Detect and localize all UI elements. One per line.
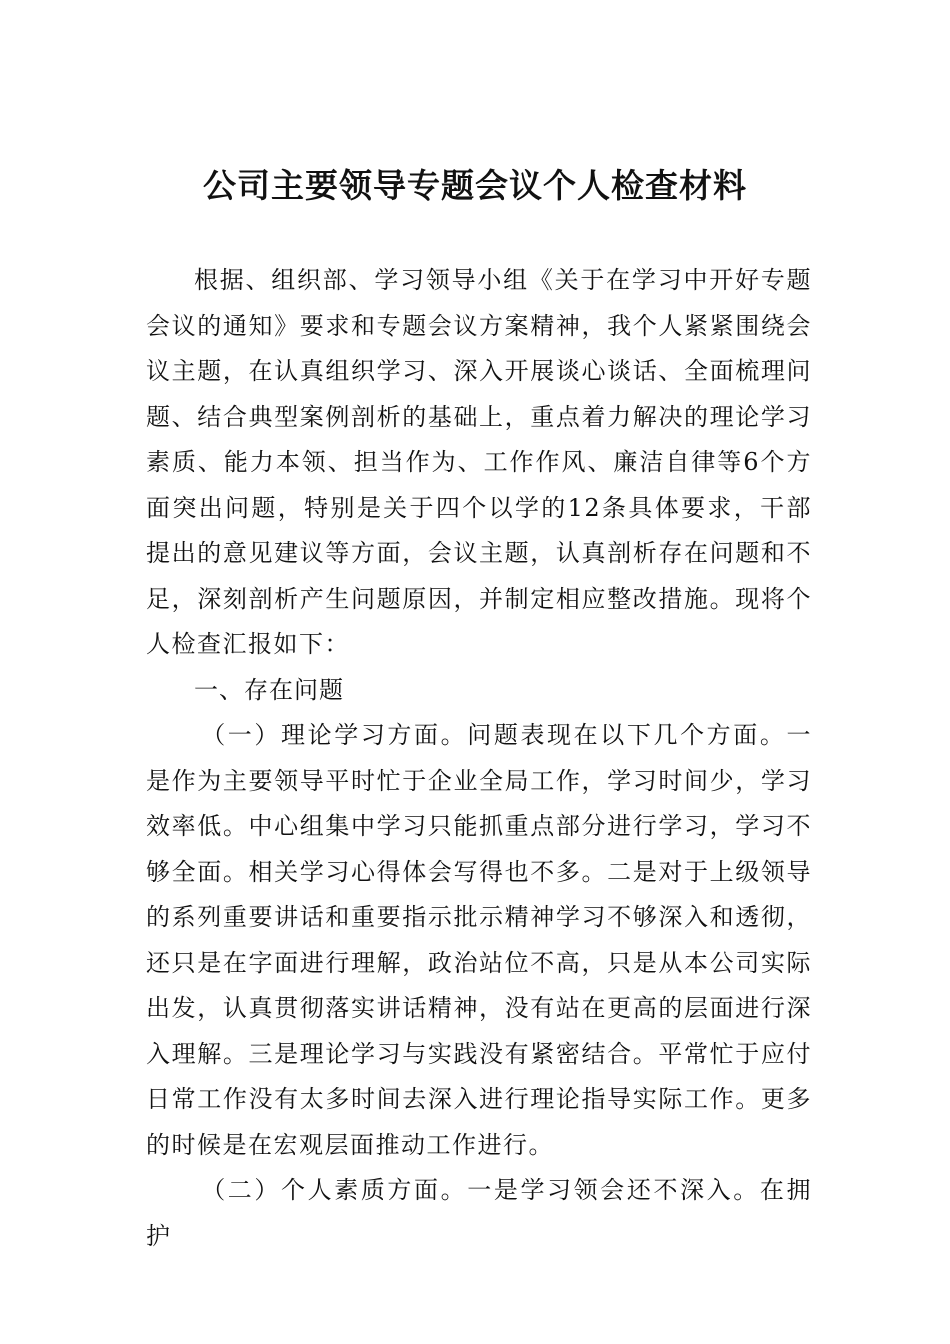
theory-study-paragraph: （一）理论学习方面。问题表现在以下几个方面。一是作为主要领导平时忙于企业全局工作，学习时间少，学习效率低。中心组集中学习只能抓重点部分进行学习，学习不够全面。相关学习心得体会写得也不多。二是对于上级领导的系列重要讲话和重要指示批示精神学习不够深入和透彻，还只是在字面进行理解，政治站位不高，只是从本公司实际出发，认真贯彻落实讲话精神，没有站在更高的层面进行深入理解。三是理论学习与实践没有紧密结合。平常忙于应付日常工作没有太多时间去深入进行理论指导实际工作。更多的时候是在宏观层面推动工作进行。 (146, 721, 812, 1159)
section-heading-problems: 一、存在问题 (194, 675, 344, 704)
document-title: 公司主要领导专题会议个人检查材料 (203, 166, 747, 205)
document-body (146, 258, 812, 1259)
intro-paragraph: 根据、组织部、学习领导小组《关于在学习中开好专题会议的通知》要求和专题会议方案精神，我个人紧紧围绕会议主题，在认真组织学习、深入开展谈心谈话、全面梳理问题、结合典型案例剖析的基础上，重点着力解决的理论学习素质、能力本领、担当作为、工作作风、廉洁自律等6个方面突出问题，特别是关于四个以学的12条具体要求，干部提出的意见建议等方面，会议主题，认真剖析存在问题和不足，深刻剖析产生问题原因，并制定相应整改措施。现将个人检查汇报如下： (146, 266, 812, 658)
personal-quality-paragraph: （二）个人素质方面。一是学习领会还不深入。在拥护 (146, 1176, 812, 1250)
